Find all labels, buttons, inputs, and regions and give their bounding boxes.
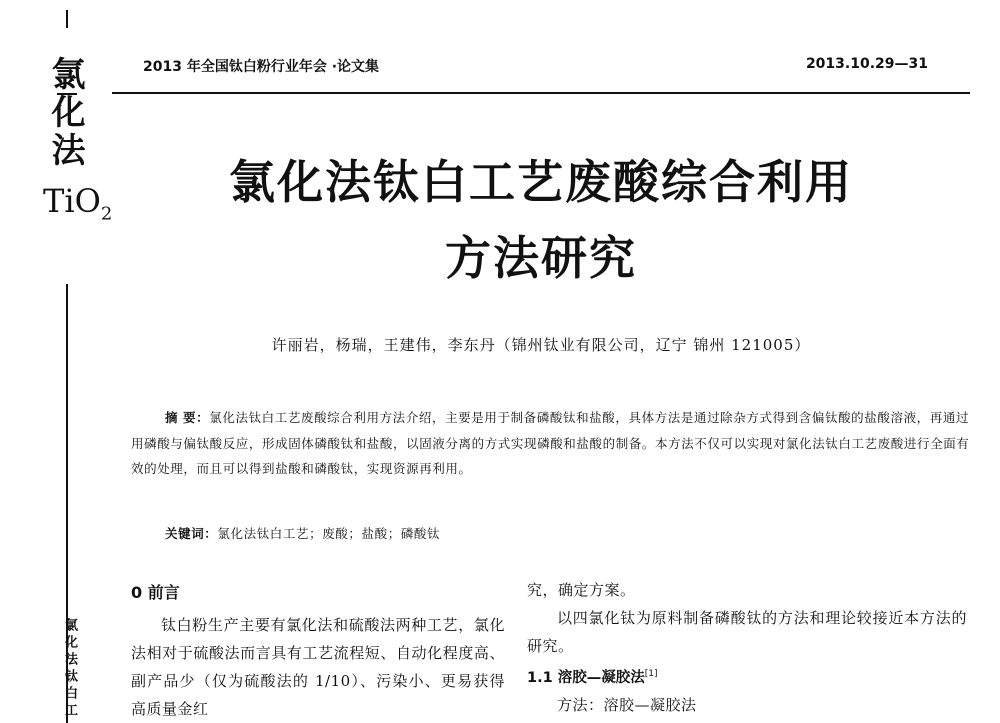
left-column <box>131 580 505 723</box>
side-small-vertical: 氯化法钛白工 <box>62 618 77 720</box>
keywords-label: 关键词： <box>165 526 218 541</box>
keywords <box>165 524 440 542</box>
authors: 许丽岩，杨瑞，王建伟，李东丹（锦州钛业有限公司，辽宁 锦州 121005） <box>271 336 811 354</box>
preface-paragraph: 钛白粉生产主要有氯化法和硫酸法两种工艺，氯化法相对于硫酸法而言具有工艺流程短、自动化程度高、副产品少（仅为硫酸法的 1/10）、污染小、更易获得高质量金红 <box>131 616 505 718</box>
side-strip <box>0 0 113 723</box>
abstract <box>131 405 971 482</box>
abstract-text: 氯化法钛白工艺废酸综合利用方法介绍，主要是用于制备磷酸钛和盐酸，具体方法是通过除杂方式得到含偏钛酸的盐酸溶液，再通过用磷酸与偏钛酸反应，形成固体磷酸钛和盐酸，以固液分离的方式实现磷酸和盐酸的制备。本方法不仅可以实现对氯化法钛白工艺废酸进行全面有效的处理，而且可以得到盐酸和磷酸钛，实现资源再利用。 <box>131 410 970 476</box>
side-rule-top <box>66 10 68 28</box>
right-column <box>527 576 967 719</box>
running-header-right: 2013.10.29—31 <box>805 56 928 72</box>
citation-ref: [1] <box>644 669 658 680</box>
subsection-heading-sol-gel <box>527 666 967 687</box>
abstract-label: 摘 要： <box>165 410 210 425</box>
keywords-text: 氯化法钛白工艺；废酸；盐酸；磷酸钛 <box>217 526 441 541</box>
right-line1: 究，确定方案。 <box>527 581 636 599</box>
formula-base: TiO <box>43 182 101 220</box>
running-header-left: 2013 年全国钛白粉行业年会 ·论文集 <box>143 59 380 75</box>
right-paragraph2: 以四氯化钛为原料制备磷酸钛的方法和理论较接近本方法的研究。 <box>527 609 967 655</box>
header-rule <box>112 92 970 94</box>
section-heading-preface: 0 前言 <box>131 583 180 602</box>
method-line: 方法：溶胶—凝胶法 <box>557 696 697 714</box>
side-formula <box>43 182 113 231</box>
formula-subscript: 2 <box>100 203 113 225</box>
side-vertical-title: 氯化法 <box>45 56 85 170</box>
subsection-heading-text: 1.1 溶胶—凝胶法 <box>527 670 645 686</box>
paper-title-line2: 方法研究 <box>445 231 637 285</box>
paper-title-line1: 氯化法钛白工艺废酸综合利用 <box>229 155 853 209</box>
